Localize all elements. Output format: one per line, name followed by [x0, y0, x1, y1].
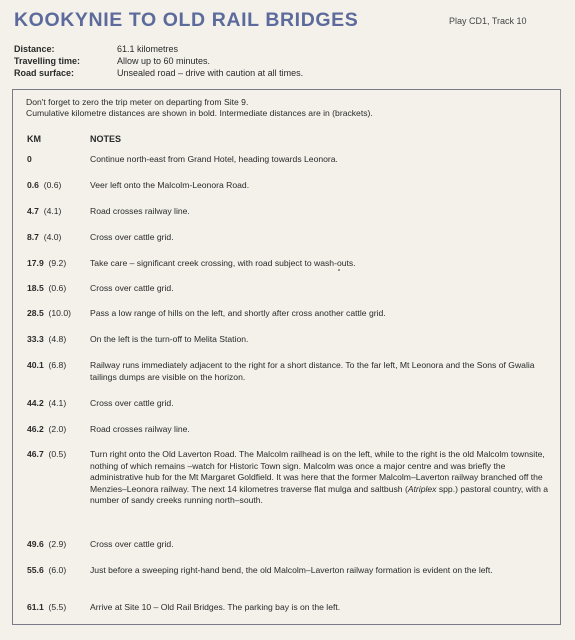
km-intermediate: (4.8) [48, 334, 67, 344]
km-cumulative: 8.7 (4.0) [27, 232, 62, 242]
km-intermediate: (4.1) [43, 206, 62, 216]
km-intermediate: (2.0) [48, 424, 67, 434]
km-intermediate: (4.1) [48, 398, 67, 408]
km-cumulative: 61.1 (5.5) [27, 602, 67, 612]
route-note: Cross over cattle grid. [90, 283, 174, 293]
route-note: Turn right onto the Old Laverton Road. The Malcolm railhead is on the left, while to the right is the old Malcolm townsite, nothing of which remains –watch for Historic Town sign. Malcolm was once a major centre and was briefly the administrative hub for the Mt Margaret Goldfield. It was here that the former Malcolm–Laverton railway branched off the Menzies–Leonora railway. The next 14 kilometres traverse flat mulga and saltbush (Atriplex spp.) pastoral country, with a number of sandy creeks running north–south. [90, 449, 549, 506]
km-column-header: KM [27, 134, 41, 144]
route-note: Pass a low range of hills on the left, and shortly after cross another cattle grid. [90, 308, 386, 318]
route-note: Take care – significant creek crossing, with road subject to wash-outs. [90, 258, 356, 268]
km-cumulative: 46.2 (2.0) [27, 424, 67, 434]
km-cumulative: 0.6 (0.6) [27, 180, 62, 190]
distance-label: Distance: [14, 44, 55, 54]
km-cumulative: 28.5 (10.0) [27, 308, 71, 318]
distance-row [14, 43, 303, 55]
km-intermediate: (0.6) [43, 180, 62, 190]
route-note: Railway runs immediately adjacent to the right for a short distance. To the far left, Mt Leonora and the Sons of Gwalia tailings dumps are visible on the horizon. [90, 360, 535, 382]
road-surface-label: Road surface: [14, 68, 75, 78]
intro-text [26, 97, 373, 119]
route-note: Arrive at Site 10 – Old Rail Bridges. The parking bay is on the left. [90, 602, 341, 612]
route-note: Veer left onto the Malcolm-Leonora Road. [90, 180, 250, 190]
km-intermediate: (6.8) [48, 360, 67, 370]
km-intermediate: (2.9) [48, 539, 67, 549]
route-note: Just before a sweeping right-hand bend, the old Malcolm–Laverton railway formation is evident on the left. [90, 565, 493, 575]
km-cumulative: 46.7 (0.5) [27, 449, 67, 459]
km-cumulative: 44.2 (4.1) [27, 398, 67, 408]
km-intermediate: (4.0) [43, 232, 62, 242]
speck-mark [338, 269, 340, 271]
track-reference: Play CD1, Track 10 [449, 16, 527, 26]
notes-column-header: NOTES [90, 134, 122, 144]
route-note: Continue north-east from Grand Hotel, heading towards Leonora. [90, 154, 338, 164]
route-note: Road crosses railway line. [90, 206, 190, 216]
travelling-time-row [14, 55, 303, 67]
route-note: On the left is the turn-off to Melita Station. [90, 334, 249, 344]
trip-summary [14, 43, 303, 79]
route-note: Road crosses railway line. [90, 424, 190, 434]
route-note: Cross over cattle grid. [90, 539, 174, 549]
route-notes-box [12, 89, 561, 625]
route-note: Cross over cattle grid. [90, 232, 174, 242]
km-intermediate: (9.2) [48, 258, 67, 268]
km-cumulative: 17.9 (9.2) [27, 258, 67, 268]
page-title: KOOKYNIE TO OLD RAIL BRIDGES [14, 9, 359, 31]
travelling-time-value: Allow up to 60 minutes. [117, 56, 211, 66]
route-note: Cross over cattle grid. [90, 398, 174, 408]
travelling-time-label: Travelling time: [14, 56, 81, 66]
km-intermediate: (10.0) [48, 308, 71, 318]
intro-line-1: Don't forget to zero the trip meter on departing from Site 9. [26, 97, 249, 107]
km-cumulative: 49.6 (2.9) [27, 539, 67, 549]
km-cumulative: 0 [27, 154, 32, 164]
km-cumulative: 40.1 (6.8) [27, 360, 67, 370]
km-cumulative: 33.3 (4.8) [27, 334, 67, 344]
km-cumulative: 18.5 (0.6) [27, 283, 67, 293]
distance-value: 61.1 kilometres [117, 44, 179, 54]
road-surface-value: Unsealed road – drive with caution at all times. [117, 68, 304, 78]
intro-line-2: Cumulative kilometre distances are shown in bold. Intermediate distances are in (brackets). [26, 108, 373, 118]
km-intermediate: (0.5) [48, 449, 67, 459]
km-cumulative: 4.7 (4.1) [27, 206, 62, 216]
km-intermediate: (5.5) [48, 602, 67, 612]
km-cumulative: 55.6 (6.0) [27, 565, 67, 575]
road-surface-row [14, 67, 303, 79]
km-intermediate: (0.6) [48, 283, 67, 293]
km-intermediate: (6.0) [48, 565, 67, 575]
